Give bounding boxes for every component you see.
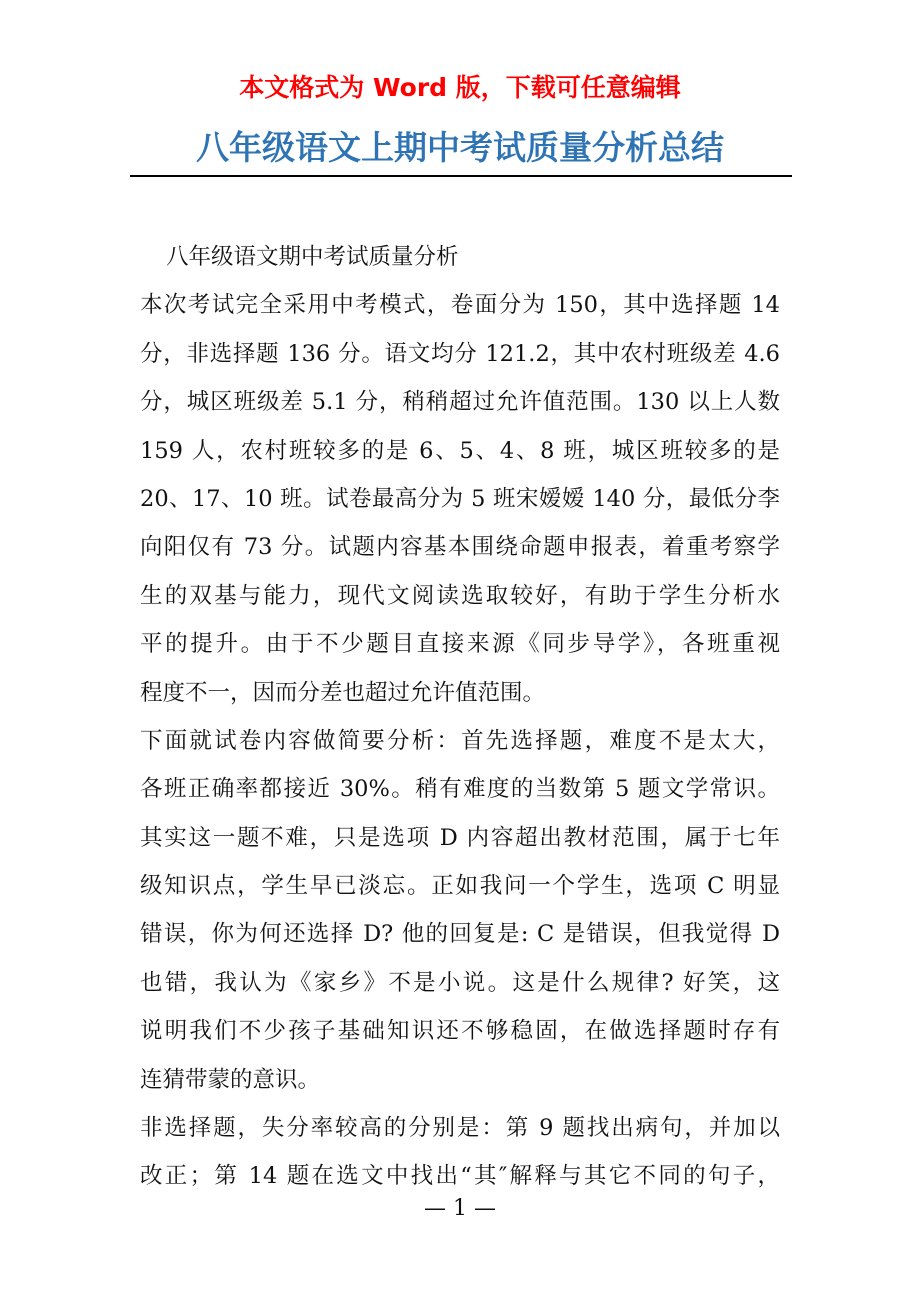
paragraph-line: 159 人，农村班较多的是 6、5、4、8 班，城区班较多的是 — [140, 437, 780, 464]
paragraph-line: 分，非选择题 136 分。语文均分 121.2，其中农村班级差 4.6 — [140, 340, 780, 367]
paragraph-line: 本次考试完全采用中考模式，卷面分为 150，其中选择题 14 — [140, 292, 780, 319]
paragraph-line: 错误，你为何还选择 D? 他的回复是: C 是错误，但我觉得 D — [140, 921, 780, 948]
format-notice-banner: 本文格式为 Word 版，下载可任意编辑 — [239, 73, 681, 102]
document-title: 八年级语文上期中考试质量分析总结 — [196, 128, 724, 167]
paragraph-line: 连猜带蒙的意识。 — [140, 1066, 321, 1093]
paragraph-line: 平的提升。由于不少题目直接来源《同步导学》，各班重视 — [140, 631, 780, 658]
paragraph — [140, 1104, 780, 1201]
title-divider — [130, 175, 792, 177]
paragraph-line: 非选择题，失分率较高的分别是：第 9 题找出病句，并加以 — [140, 1115, 780, 1142]
paragraph-line: 说明我们不少孩子基础知识还不够稳固，在做选择题时存有 — [140, 1018, 780, 1045]
paragraph-line: 也错，我认为《家乡》不是小说。这是什么规律? 好笑，这 — [140, 969, 780, 996]
paragraph — [140, 717, 780, 1104]
document-body — [140, 233, 780, 1201]
page-number: — 1 — — [424, 1196, 496, 1221]
paragraph-line: 程度不一，因而分差也超过允许值范围。 — [140, 679, 546, 706]
paragraphs — [140, 281, 780, 1200]
section-subheading: 八年级语文期中考试质量分析 — [166, 244, 459, 270]
paragraph-line: 级知识点，学生早已淡忘。正如我问一个学生，选项 C 明显 — [140, 873, 780, 900]
paragraph-line: 向阳仅有 73 分。试题内容基本围绕命题申报表，着重考察学 — [140, 534, 780, 561]
paragraph-line: 20、17、10 班。试卷最高分为 5 班宋嫒嫒 140 分，最低分李 — [140, 485, 780, 512]
paragraph-line: 各班正确率都接近 30%。稍有难度的当数第 5 题文学常识。 — [140, 776, 780, 803]
paragraph — [140, 281, 780, 717]
paragraph-line: 其实这一题不难，只是选项 D 内容超出教材范围，属于七年 — [140, 824, 780, 851]
paragraph-line: 生的双基与能力，现代文阅读选取较好，有助于学生分析水 — [140, 582, 780, 609]
paragraph-line: 改正；第 14 题在选文中找出“其″解释与其它不同的句子， — [140, 1163, 780, 1190]
paragraph-line: 分，城区班级差 5.1 分，稍稍超过允许值范围。130 以上人数 — [140, 389, 780, 416]
paragraph-line: 下面就试卷内容做简要分析：首先选择题，难度不是太大， — [140, 727, 780, 754]
